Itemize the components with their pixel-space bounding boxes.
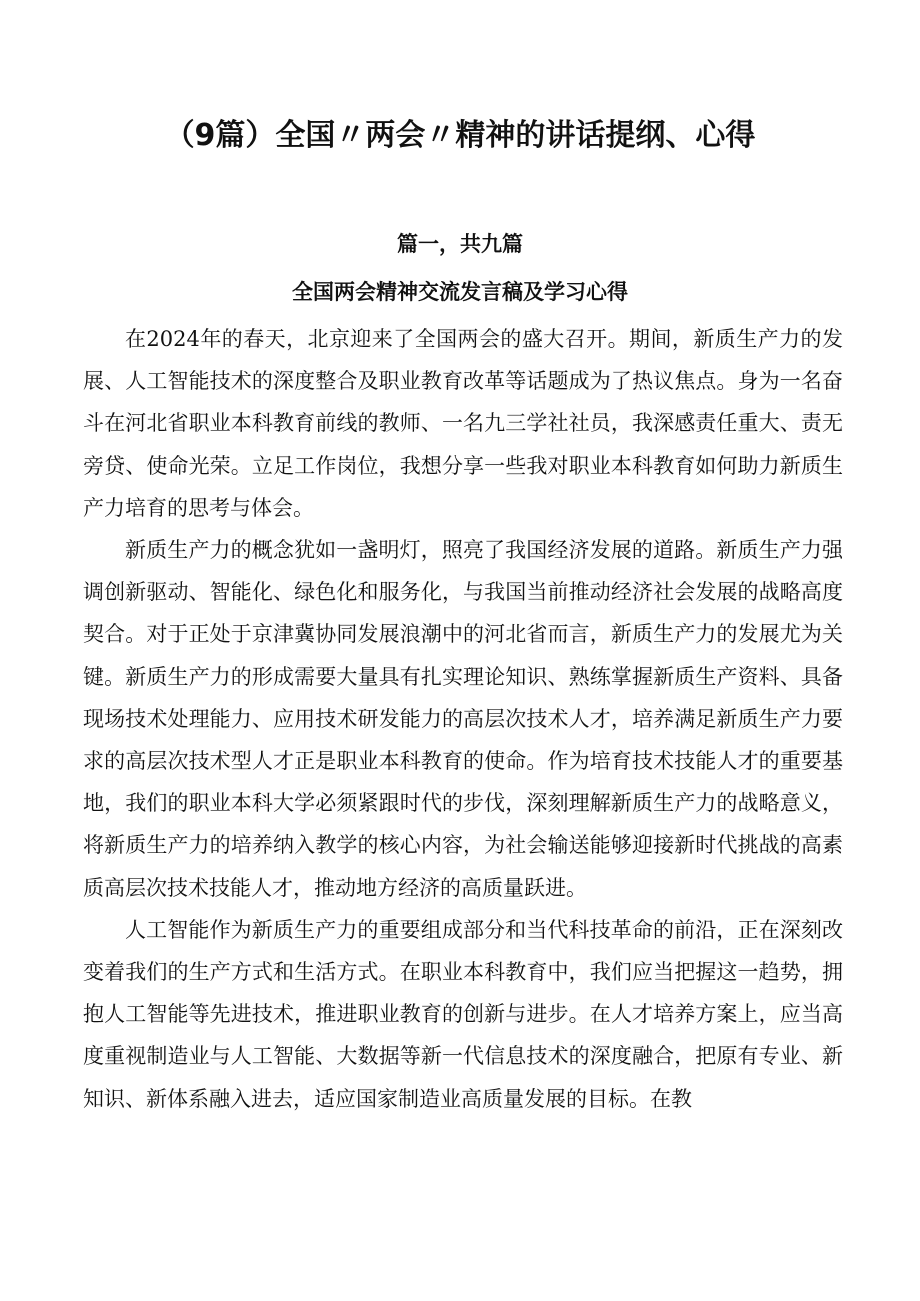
paragraph: 在2024年的春天，北京迎来了全国两会的盛大召开。期间，新质生产力的发展、人工智能技术的深度整合及职业教育改革等话题成为了热议焦点。身为一名奋斗在河北省职业本科教育前线的教师、一名九三学社社员，我深感责任重大、责无旁贷、使命光荣。立足工作岗位，我想分享一些我对职业本科教育如何助力新质生产力培育的思考与体会。	[83, 327, 843, 520]
section-number-heading: 篇一，共九篇	[397, 232, 523, 256]
paragraph: 人工智能作为新质生产力的重要组成部分和当代科技革命的前沿，正在深刻改变着我们的生产方式和生活方式。在职业本科教育中，我们应当把握这一趋势，拥抱人工智能等先进技术，推进职业教育的创新与进步。在人才培养方案上，应当高度重视制造业与人工智能、大数据等新一代信息技术的深度融合，把原有专业、新知识、新体系融入进去，适应国家制造业高质量发展的目标。在教	[83, 917, 843, 1111]
paragraph: 新质生产力的概念犹如一盏明灯，照亮了我国经济发展的道路。新质生产力强调创新驱动、智能化、绿色化和服务化，与我国当前推动经济社会发展的战略高度契合。对于正处于京津冀协同发展浪潮中的河北省而言，新质生产力的发展尤为关键。新质生产力的形成需要大量具有扎实理论知识、熟练掌握新质生产资料、具备现场技术处理能力、应用技术研发能力的高层次技术人才，培养满足新质生产力要求的高层次技术型人才正是职业本科教育的使命。作为培育技术技能人才的重要基地，我们的职业本科大学必须紧跟时代的步伐，深刻理解新质生产力的战略意义，将新质生产力的培养纳入教学的核心内容，为社会输送能够迎接新时代挑战的高素质高层次技术技能人才，推动地方经济的高质量跃进。	[83, 538, 843, 900]
document-body	[83, 318, 843, 1120]
document-title: （9篇）全国〃两会〃精神的讲话提纲、心得	[164, 118, 756, 153]
section-subtitle: 全国两会精神交流发言稿及学习心得	[292, 280, 628, 304]
